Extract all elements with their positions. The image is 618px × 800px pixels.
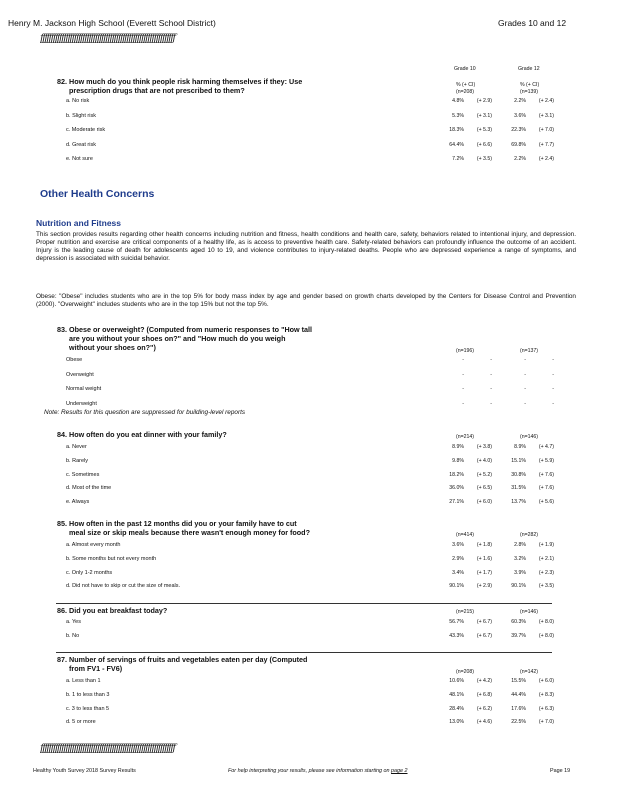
grade10-percent: 4.8% bbox=[452, 98, 464, 104]
question-85 bbox=[57, 519, 417, 537]
answer-label: b. Slight risk bbox=[66, 113, 96, 119]
question-text: How often in the past 12 months did you or your family have to cut bbox=[69, 519, 297, 528]
grade12-percent: - bbox=[524, 357, 526, 363]
grade12-percent: 69.8% bbox=[511, 142, 526, 148]
grade12-ci: (+ 8.0) bbox=[538, 633, 554, 639]
question-86 bbox=[57, 606, 417, 615]
grade10-ci: (+ 4.6) bbox=[476, 719, 492, 725]
grade12-ci: - bbox=[552, 372, 554, 378]
question-number: 86. bbox=[57, 606, 67, 615]
obese-definition: Obese: "Obese" includes students who are in the top 5% for body mass index by age and gender based on growth charts developed by the Centers for Disease Control and Prevention (2000). "Overweight" includes students who are in the top 15% but not the top 5%. bbox=[36, 293, 576, 308]
grade10-percent: 28.4% bbox=[449, 706, 464, 712]
question-text: Did you eat breakfast today? bbox=[69, 606, 168, 615]
grade10-ci: (+ 2.9) bbox=[476, 583, 492, 589]
n-grade12: (n=146) bbox=[520, 609, 539, 615]
grade12-ci: (+ 2.4) bbox=[538, 156, 554, 162]
grade12-ci: (+ 4.7) bbox=[538, 444, 554, 450]
grade10-percent: 18.2% bbox=[449, 472, 464, 478]
grade10-percent: 64.4% bbox=[449, 142, 464, 148]
grade12-ci: (+ 3.1) bbox=[538, 113, 554, 119]
footer-help-prefix: For help interpreting your results, please see information starting on bbox=[228, 768, 390, 774]
n-grade10: (n=208) bbox=[456, 669, 475, 675]
subsection-title: Nutrition and Fitness bbox=[36, 218, 121, 228]
n-grade10: (n=196) bbox=[456, 348, 475, 354]
grade10-percent: - bbox=[462, 357, 464, 363]
n-grade10: (n=215) bbox=[456, 609, 475, 615]
answer-label: a. No risk bbox=[66, 98, 90, 104]
col-header-pct10: % (+ CI) bbox=[456, 82, 476, 88]
grade12-percent: 22.3% bbox=[511, 127, 526, 133]
grade12-percent: 8.9% bbox=[514, 444, 526, 450]
grade10-ci: (+ 1.6) bbox=[476, 556, 492, 562]
grade12-percent: - bbox=[524, 386, 526, 392]
col-header-n12: (n=139) bbox=[520, 89, 539, 95]
grade12-percent: 22.5% bbox=[511, 719, 526, 725]
grade10-ci: (+ 3.8) bbox=[476, 444, 492, 450]
answer-label: d. Most of the time bbox=[66, 485, 112, 491]
grade10-ci: (+ 3.1) bbox=[476, 113, 492, 119]
grade10-ci: (+ 6.7) bbox=[476, 619, 492, 625]
question-text-cont: meal size or skip meals because there wasn't enough money for food? bbox=[69, 528, 310, 537]
grade10-ci: (+ 2.9) bbox=[476, 98, 492, 104]
bottom-rule: ƒƒƒƒƒƒƒƒƒƒƒƒƒƒƒƒƒƒƒƒƒƒƒƒƒƒƒƒƒƒƒƒƒƒƒƒƒƒƒƒƒƒƒƒƒƒƒƒƒƒƒƒƒƒƒƒƒƒƒƒƒƒƒƒ bbox=[40, 743, 175, 754]
answer-label: a. Yes bbox=[66, 619, 81, 625]
n-grade12: (n=142) bbox=[520, 669, 539, 675]
answer-label: c. Sometimes bbox=[66, 472, 100, 478]
question-number: 84. bbox=[57, 430, 67, 439]
answer-label: e. Not sure bbox=[66, 156, 93, 162]
grade12-percent: 60.3% bbox=[511, 619, 526, 625]
answer-label: d. 5 or more bbox=[66, 719, 96, 725]
grade10-percent: 10.6% bbox=[449, 678, 464, 684]
col-header-pct12: % (+ CI) bbox=[520, 82, 540, 88]
col-header-n10: (n=208) bbox=[456, 89, 475, 95]
footer-help-text bbox=[228, 768, 408, 774]
answer-label: c. Only 1-2 months bbox=[66, 570, 113, 576]
grade12-percent: 13.7% bbox=[511, 499, 526, 505]
grade10-ci: (+ 6.2) bbox=[476, 706, 492, 712]
question-text: Number of servings of fruits and vegetables eaten per day (Computed bbox=[69, 655, 308, 664]
grade12-ci: (+ 2.4) bbox=[538, 98, 554, 104]
intro-paragraph: This section provides results regarding other health concerns including nutrition and fitness, health conditions and health care, safety, behaviors related to intentional injury, and depression. Proper nutrition and exercise are critical components of a healthy life, as is access to preventive health care. Safety-related behaviors can profoundly influence the outcome of an accident. Injury is the leading cause of death for adolescents aged 10 to 19, and violence contributes to injury-related deaths. People who are depressed experience a range of symptoms, and depression is associated with suicidal behavior. bbox=[36, 231, 576, 262]
grade10-ci: (+ 6.8) bbox=[476, 692, 492, 698]
answer-label: a. Almost every month bbox=[66, 542, 121, 548]
grade10-ci: (+ 6.5) bbox=[476, 485, 492, 491]
grade12-ci: (+ 6.3) bbox=[538, 706, 554, 712]
grade12-ci: (+ 1.9) bbox=[538, 542, 554, 548]
grade10-percent: - bbox=[462, 401, 464, 407]
grade10-percent: 13.0% bbox=[449, 719, 464, 725]
footer-page-link[interactable]: page 2 bbox=[391, 768, 408, 774]
question-text-cont: without your shoes on?") bbox=[69, 343, 156, 352]
question-text: Obese or overweight? (Computed from numeric responses to "How tall bbox=[69, 325, 313, 334]
suppression-note: Note: Results for this question are suppressed for building-level reports bbox=[44, 409, 246, 416]
col-header-grade10: Grade 10 bbox=[454, 66, 476, 72]
grade10-percent: 18.3% bbox=[449, 127, 464, 133]
grade10-ci: (+ 4.2) bbox=[476, 678, 492, 684]
grade12-percent: 90.1% bbox=[511, 583, 526, 589]
divider bbox=[56, 603, 552, 604]
n-grade12: (n=137) bbox=[520, 348, 539, 354]
grade12-ci: - bbox=[552, 357, 554, 363]
grade12-percent: - bbox=[524, 372, 526, 378]
grade10-percent: 48.1% bbox=[449, 692, 464, 698]
grade10-percent: 56.7% bbox=[449, 619, 464, 625]
grade10-percent: 5.3% bbox=[452, 113, 464, 119]
grade12-ci: (+ 7.6) bbox=[538, 472, 554, 478]
grade12-ci: (+ 3.5) bbox=[538, 583, 554, 589]
section-title: Other Health Concerns bbox=[40, 188, 155, 200]
answer-label: Obese bbox=[66, 357, 83, 363]
grade12-ci: (+ 8.3) bbox=[538, 692, 554, 698]
grade10-ci: (+ 5.2) bbox=[476, 472, 492, 478]
footer-page-number: Page 19 bbox=[550, 768, 571, 774]
answer-label: Underweight bbox=[66, 401, 97, 407]
answer-label: d. Great risk bbox=[66, 142, 96, 148]
answer-label: a. Never bbox=[66, 444, 87, 450]
col-header-grade12: Grade 12 bbox=[518, 66, 540, 72]
grade12-percent: 2.2% bbox=[514, 156, 526, 162]
n-grade10: (n=414) bbox=[456, 532, 475, 538]
grade10-ci: - bbox=[490, 386, 492, 392]
question-number: 85. bbox=[57, 519, 67, 528]
answer-label: b. Rarely bbox=[66, 458, 89, 464]
answer-label: b. 1 to less than 3 bbox=[66, 692, 110, 698]
n-grade10: (n=214) bbox=[456, 434, 475, 440]
footer-survey-name: Healthy Youth Survey 2018 Survey Results bbox=[33, 768, 136, 774]
grade10-percent: 7.2% bbox=[452, 156, 464, 162]
grade10-percent: 8.9% bbox=[452, 444, 464, 450]
question-text: How much do you think people risk harming themselves if they: Use bbox=[69, 77, 303, 86]
grade12-percent: 44.4% bbox=[511, 692, 526, 698]
grade12-percent: 2.2% bbox=[514, 98, 526, 104]
grade12-ci: (+ 2.1) bbox=[538, 556, 554, 562]
question-87 bbox=[57, 655, 417, 673]
grade10-percent: 3.6% bbox=[452, 542, 464, 548]
grade12-percent: 2.8% bbox=[514, 542, 526, 548]
question-text-cont: are you without your shoes on?" and "How much do you weigh bbox=[69, 334, 286, 343]
grade10-ci: (+ 6.0) bbox=[476, 499, 492, 505]
grade12-ci: - bbox=[552, 401, 554, 407]
grade10-percent: 36.0% bbox=[449, 485, 464, 491]
grade10-percent: 27.1% bbox=[449, 499, 464, 505]
grade10-percent: 43.3% bbox=[449, 633, 464, 639]
grade10-percent: 9.8% bbox=[452, 458, 464, 464]
divider bbox=[56, 652, 552, 653]
grade10-percent: - bbox=[462, 386, 464, 392]
grade10-ci: (+ 6.6) bbox=[476, 142, 492, 148]
grade10-percent: 90.1% bbox=[449, 583, 464, 589]
answer-label: e. Always bbox=[66, 499, 90, 505]
question-83 bbox=[57, 325, 417, 352]
n-grade12: (n=146) bbox=[520, 434, 539, 440]
grade10-ci: (+ 1.8) bbox=[476, 542, 492, 548]
grade12-percent: 3.9% bbox=[514, 570, 526, 576]
grade12-ci: (+ 6.0) bbox=[538, 678, 554, 684]
grade10-ci: (+ 4.0) bbox=[476, 458, 492, 464]
grade10-ci: - bbox=[490, 357, 492, 363]
grade12-percent: 3.2% bbox=[514, 556, 526, 562]
grade10-ci: (+ 1.7) bbox=[476, 570, 492, 576]
grades-label: Grades 10 and 12 bbox=[498, 18, 567, 28]
question-number: 83. bbox=[57, 325, 67, 334]
grade10-percent: - bbox=[462, 372, 464, 378]
answer-label: b. Some months but not every month bbox=[66, 556, 157, 562]
answer-label: d. Did not have to skip or cut the size of meals. bbox=[66, 583, 181, 589]
question-text: How often do you eat dinner with your family? bbox=[69, 430, 227, 439]
question-text-cont: from FV1 - FV6) bbox=[69, 664, 123, 673]
answer-label: b. No bbox=[66, 633, 80, 639]
grade10-ci: (+ 6.7) bbox=[476, 633, 492, 639]
grade12-ci: (+ 7.0) bbox=[538, 719, 554, 725]
answer-label: c. 3 to less than 5 bbox=[66, 706, 110, 712]
grade12-percent: 15.1% bbox=[511, 458, 526, 464]
question-number: 87. bbox=[57, 655, 67, 664]
grade12-ci: (+ 7.0) bbox=[538, 127, 554, 133]
grade12-ci: (+ 7.7) bbox=[538, 142, 554, 148]
grade10-ci: (+ 3.5) bbox=[476, 156, 492, 162]
grade12-percent: 17.6% bbox=[511, 706, 526, 712]
question-84 bbox=[57, 430, 417, 439]
grade12-ci: (+ 2.3) bbox=[538, 570, 554, 576]
answer-label: Normal weight bbox=[66, 386, 102, 392]
answer-label: Overweight bbox=[66, 372, 94, 378]
grade10-ci: - bbox=[490, 372, 492, 378]
top-rule: ƒƒƒƒƒƒƒƒƒƒƒƒƒƒƒƒƒƒƒƒƒƒƒƒƒƒƒƒƒƒƒƒƒƒƒƒƒƒƒƒƒƒƒƒƒƒƒƒƒƒƒƒƒƒƒƒƒƒƒƒƒƒƒƒ bbox=[40, 33, 175, 44]
grade12-percent: 31.5% bbox=[511, 485, 526, 491]
answer-label: c. Moderate risk bbox=[66, 127, 106, 133]
n-grade12: (n=282) bbox=[520, 532, 539, 538]
grade12-ci: (+ 5.6) bbox=[538, 499, 554, 505]
answer-label: a. Less than 1 bbox=[66, 678, 101, 684]
question-number: 82. bbox=[57, 77, 67, 86]
question-82 bbox=[57, 77, 417, 95]
question-text-cont: prescription drugs that are not prescribed to them? bbox=[69, 86, 245, 95]
grade10-ci: - bbox=[490, 401, 492, 407]
grade10-percent: 3.4% bbox=[452, 570, 464, 576]
grade10-ci: (+ 5.3) bbox=[476, 127, 492, 133]
grade12-percent: 3.6% bbox=[514, 113, 526, 119]
grade12-percent: 30.8% bbox=[511, 472, 526, 478]
grade12-percent: 15.5% bbox=[511, 678, 526, 684]
grade12-ci: - bbox=[552, 386, 554, 392]
grade12-percent: 39.7% bbox=[511, 633, 526, 639]
grade10-percent: 2.9% bbox=[452, 556, 464, 562]
grade12-ci: (+ 7.6) bbox=[538, 485, 554, 491]
school-name: Henry M. Jackson High School (Everett School District) bbox=[8, 18, 216, 28]
grade12-ci: (+ 8.0) bbox=[538, 619, 554, 625]
grade12-ci: (+ 5.9) bbox=[538, 458, 554, 464]
grade12-percent: - bbox=[524, 401, 526, 407]
